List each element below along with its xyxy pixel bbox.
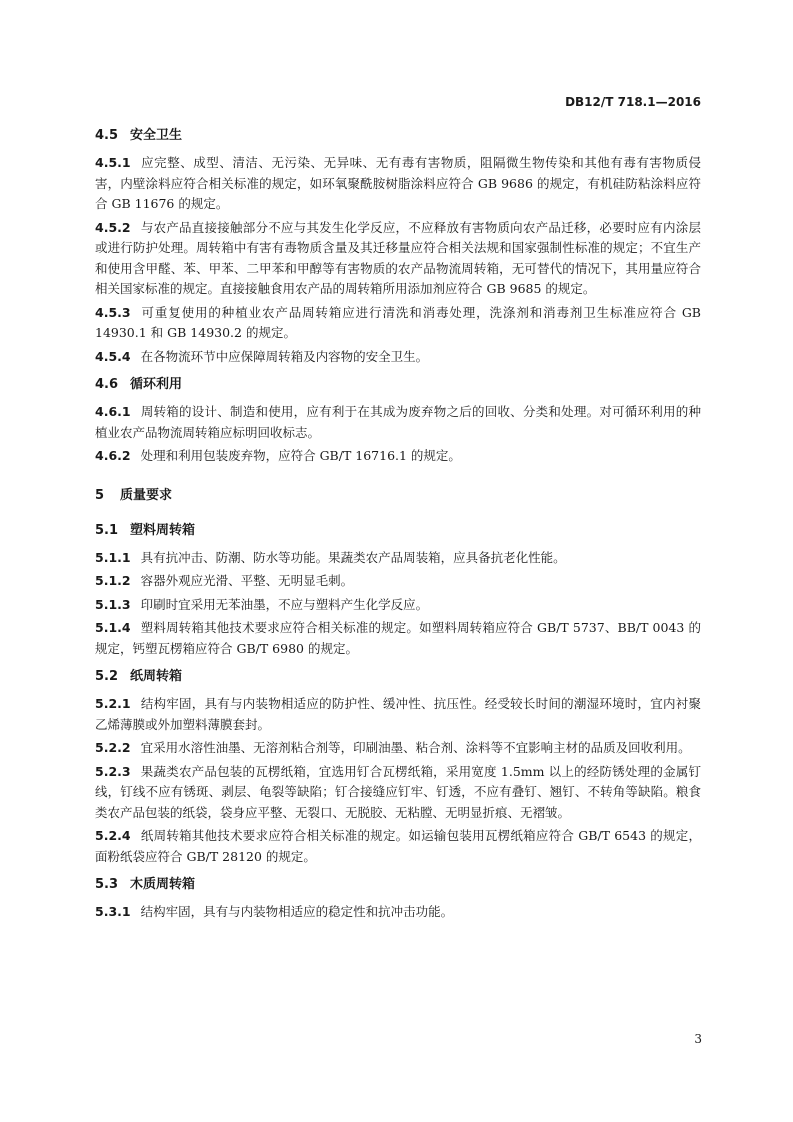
section-number: 5.3 bbox=[95, 877, 119, 892]
section-heading-5-2 bbox=[95, 667, 701, 687]
clause-number: 4.6.1 bbox=[95, 404, 131, 419]
clause-text: 应完整、成型、清洁、无污染、无异味、无有毒有害物质，阻隔微生物传染和其他有毒有害物质侵害，内壁涂料应符合相关标准的规定，如环氧聚酰胺树脂涂料应符合 GB 9686 的规定，有机硅防粘涂料应符合 GB 11676 的规定。 bbox=[95, 155, 701, 211]
page-number: 3 bbox=[694, 1032, 702, 1046]
section-title: 循环利用 bbox=[130, 377, 183, 392]
clause-number: 5.1.1 bbox=[95, 549, 131, 565]
section-title: 安全卫生 bbox=[130, 128, 183, 143]
clause-4-5-1 bbox=[95, 153, 701, 215]
clause-5-2-3 bbox=[95, 762, 701, 824]
section-number: 5.1 bbox=[95, 522, 119, 538]
clause-5-3-1 bbox=[95, 902, 701, 923]
clause-number: 4.5.1 bbox=[95, 155, 131, 170]
clause-5-2-1 bbox=[95, 694, 701, 735]
clause-number: 4.5.3 bbox=[95, 304, 131, 320]
clause-number: 5.2.2 bbox=[95, 740, 131, 755]
clause-text: 果蔬类农产品包装的瓦楞纸箱，宜选用钉合瓦楞纸箱，采用宽度 1.5mm 以上的经防锈处理的金属钉线，钉线不应有锈斑、剥层、龟裂等缺陷；钉合接缝应钉牢、钉透，不应有叠钉、翘钉、不转角等缺陷。粮食类农产品包装的纸袋，袋身应平整、无裂口、无脱胶、无粘膛、无明显折痕、无褶皱。 bbox=[95, 763, 701, 820]
clause-text: 宜采用水溶性油墨、无溶剂粘合剂等，印刷油墨、粘合剂、涂料等不宜影响主材的品质及回收利用。 bbox=[140, 740, 691, 755]
section-title: 木质周转箱 bbox=[130, 877, 196, 892]
clause-4-5-2 bbox=[95, 218, 701, 300]
clause-text: 具有抗冲击、防潮、防水等功能。果蔬类农产品周装箱，应具备抗老化性能。 bbox=[140, 549, 566, 565]
clause-number: 5.2.3 bbox=[95, 763, 131, 779]
clause-number: 5.1.4 bbox=[95, 620, 131, 635]
section-number: 4.5 bbox=[95, 128, 119, 143]
section-heading-4-6 bbox=[95, 375, 701, 395]
clause-4-6-2 bbox=[95, 446, 701, 467]
section-heading-4-5 bbox=[95, 126, 701, 146]
section-heading-5-1 bbox=[95, 521, 701, 541]
clause-number: 4.5.2 bbox=[95, 219, 131, 235]
clause-number: 5.3.1 bbox=[95, 904, 131, 919]
clause-5-1-1 bbox=[95, 548, 701, 569]
document-body bbox=[95, 126, 701, 923]
clause-text: 印刷时宜采用无苯油墨，不应与塑料产生化学反应。 bbox=[140, 596, 429, 612]
section-title: 纸周转箱 bbox=[130, 669, 183, 684]
clause-text: 处理和利用包装废弃物，应符合 GB/T 16716.1 的规定。 bbox=[140, 448, 461, 463]
section-number: 5.2 bbox=[95, 669, 119, 684]
chapter-number: 5 bbox=[95, 487, 105, 503]
clause-number: 5.1.2 bbox=[95, 573, 131, 588]
clause-5-1-2 bbox=[95, 571, 701, 592]
clause-4-6-1 bbox=[95, 402, 701, 443]
section-number: 4.6 bbox=[95, 377, 119, 392]
clause-5-1-4 bbox=[95, 618, 701, 659]
clause-text: 周转箱的设计、制造和使用，应有利于在其成为废弃物之后的回收、分类和处理。对可循环利用的种植业农产品物流周转箱应标明回收标志。 bbox=[95, 404, 701, 440]
clause-number: 5.1.3 bbox=[95, 596, 131, 612]
clause-text: 与农产品直接接触部分不应与其发生化学反应，不应释放有害物质向农产品迁移，必要时应有内涂层或进行防护处理。周转箱中有害有毒物质含量及其迁移量应符合相关法规和国家强制性标准的规定；不宜生产和使用含甲醛、苯、甲苯、二甲苯和甲醇等有害物质的农产品物流周转箱，无可替代的情况下，其用量应符合相关国家标准的规定。直接接触食用农产品的周转箱所用添加剂应符合 GB 9685 的规定。 bbox=[95, 219, 701, 296]
clause-text: 容器外观应光滑、平整、无明显毛刺。 bbox=[140, 573, 354, 588]
clause-text: 结构牢固，具有与内装物相适应的防护性、缓冲性、抗压性。经受较长时间的潮湿环境时，宜内衬聚乙烯薄膜或外加塑料薄膜套封。 bbox=[95, 696, 701, 732]
clause-number: 5.2.4 bbox=[95, 828, 131, 843]
clause-text: 在各物流环节中应保障周转箱及内容物的安全卫生。 bbox=[140, 348, 429, 364]
chapter-title: 质量要求 bbox=[120, 487, 173, 503]
clause-number: 4.6.2 bbox=[95, 448, 131, 463]
clause-4-5-3 bbox=[95, 303, 701, 344]
clause-number: 4.5.4 bbox=[95, 348, 131, 364]
section-heading-5-3 bbox=[95, 875, 701, 895]
clause-5-2-4 bbox=[95, 826, 701, 867]
clause-5-1-3 bbox=[95, 595, 701, 616]
document-code: DB12/T 718.1—2016 bbox=[565, 95, 701, 109]
clause-text: 纸周转箱其他技术要求应符合相关标准的规定。如运输包装用瓦楞纸箱应符合 GB/T 6543 的规定，面粉纸袋应符合 GB/T 28120 的规定。 bbox=[95, 828, 701, 864]
clause-text: 可重复使用的种植业农产品周转箱应进行清洗和消毒处理，洗涤剂和消毒剂卫生标准应符合 GB 14930.1 和 GB 14930.2 的规定。 bbox=[95, 304, 701, 340]
section-title: 塑料周转箱 bbox=[130, 522, 196, 538]
clause-5-2-2 bbox=[95, 738, 701, 759]
clause-text: 结构牢固，具有与内装物相适应的稳定性和抗冲击功能。 bbox=[140, 904, 454, 919]
clause-number: 5.2.1 bbox=[95, 696, 131, 711]
chapter-heading-5 bbox=[95, 486, 701, 506]
clause-text: 塑料周转箱其他技术要求应符合相关标准的规定。如塑料周转箱应符合 GB/T 5737、BB/T 0043 的规定，钙塑瓦楞箱应符合 GB/T 6980 的规定。 bbox=[95, 620, 701, 656]
clause-4-5-4 bbox=[95, 347, 701, 368]
